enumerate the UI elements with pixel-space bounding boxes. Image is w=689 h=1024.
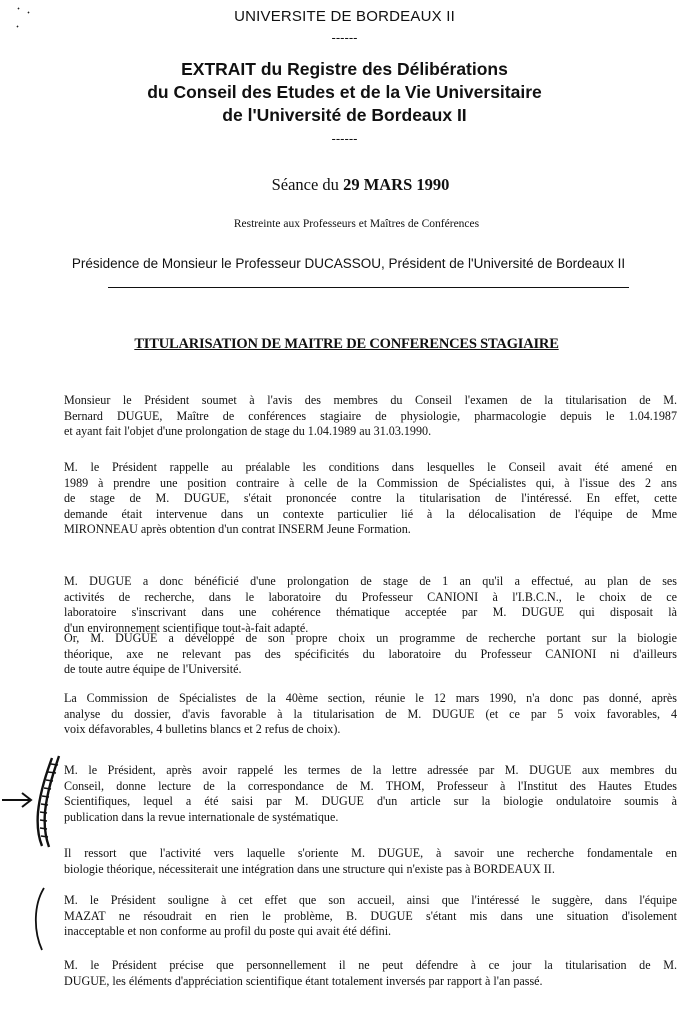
header-separator: ------ [331,30,358,45]
paragraph-line: M. DUGUE a donc bénéficié d'une prolongation de stage de 1 an qu'il a effectué, au plan de ses [64,574,677,588]
paragraph-line: publication dans la revue internationale de systématique. [64,809,339,824]
title-separator: ------ [331,131,358,146]
paragraph [64,958,677,989]
paragraph-line: Bernard DUGUE, Maître de conférences stagiaire de physiologie, pharmacologie depuis le 1.04.1987 [64,408,677,423]
paragraph [64,691,677,738]
paragraph-line: Or, M. DUGUE a développé de son propre choix un programme de recherche portant sur la biologie [64,631,677,645]
paragraph-line: demande était intervenue dans un contexte particulier lié à la délocalisation de l'équipe de Mme [64,506,677,521]
paragraph [64,763,677,825]
paragraph-line: MAZAT ne résoudrait en rien le problème, B. DUGUE s'étant mis dans une situation d'isolement [64,908,677,923]
paragraph-line: 1989 à prendre une position contraire à celle de la Commission de Spécialistes qui, à l'issue des 2 ans [64,475,677,490]
paragraph-line: et ayant fait l'objet d'une prolongation de stage du 1.04.1989 au 31.03.1990. [64,424,432,439]
margin-bracket-icon [30,886,50,952]
header-rule [108,287,629,288]
paragraph-line: voix défavorables, 4 bulletins blancs et 2 refus de choix). [64,722,341,737]
paragraph-line: Conseil, donne lecture de la correspondance de M. THOM, Professeur à l'Institut des Hautes Etudes [64,778,677,793]
paragraph [64,846,677,877]
session-presidency: Présidence de Monsieur le Professeur DUCASSOU, Président de l'Université de Bordeaux II [71,256,626,271]
paragraph-line: d'un environnement scientifique tout-à-fait adapté. [64,620,309,635]
title-line: du Conseil des Etudes et de la Vie Universitaire [147,82,542,102]
paragraph-line: inacceptable et non conforme au profil du poste qui avait été défini. [64,924,392,939]
title-line: de l'Université de Bordeaux II [222,105,467,125]
session-restriction: Restreinte aux Professeurs et Maîtres de Conférences [233,218,480,230]
paragraph-line: M. le Président souligne à cet effet que son accueil, ainsi que l'intéressé le suggère, dans l'équipe [64,893,677,907]
paragraph [64,893,677,940]
paragraph [64,460,677,538]
paragraph-line: laboratoire s'inscrivant dans une cohérence thématique acceptée par M. DUGUE qui disposait là [64,605,677,620]
paragraph-line: de toute autre équipe de l'Université. [64,662,242,677]
paragraph-line: Il ressort que l'activité vers laquelle s'oriente M. DUGUE, à savoir une recherche fondamentale en [64,846,677,860]
paragraph [64,631,677,678]
paragraph-line: activités de recherche, dans le laboratoire du Professeur CANIONI à l'I.B.C.N., le choix de ce [64,589,677,604]
paragraph-line: Scientifiques, lequel a été saisi par M. DUGUE d'un article sur la biologie ondulatoire soumis à [64,794,677,809]
document-title [0,58,689,127]
paragraph-line: analyse du dossier, d'avis favorable à la titularisation de M. DUGUE (et ce par 5 voix favorables, 4 [64,706,677,721]
session-date [16,175,689,195]
paragraph-line: M. le Président rappelle au préalable les conditions dans lesquelles le Conseil avait été amené en [64,460,677,474]
session-label: Séance du [271,175,339,194]
paragraph [64,393,677,440]
university-name: UNIVERSITE DE BORDEAUX II [234,8,455,25]
margin-arrow-icon [0,752,64,852]
paragraph-line: M. le Président, après avoir rappelé les termes de la lettre adressée par M. DUGUE aux membres du [64,763,677,777]
title-line: EXTRAIT du Registre des Délibérations [181,59,508,79]
paragraph-line: théorique, axe ne relevant pas des spécificités du laboratoire du Professeur CANIONI ni d'ailleurs [64,646,677,661]
paragraph-line: MIRONNEAU après obtention d'un contrat INSERM Jeune Formation. [64,522,411,537]
paragraph-line: Monsieur le Président soumet à l'avis des membres du Conseil l'examen de la titularisation de M. [64,393,677,407]
session-date-value: 29 MARS 1990 [343,175,450,194]
paragraph [64,574,677,636]
paragraph-line: DUGUE, les éléments d'appréciation scientifique étant totalement inversés par rapport à l'an passé. [64,973,543,988]
subject-heading: TITULARISATION DE MAITRE DE CONFERENCES STAGIAIRE [134,336,559,352]
paragraph-line: M. le Président précise que personnellement il ne peut défendre à ce jour la titularisation de M. [64,958,677,972]
paragraph-line: de stage de M. DUGUE, s'était prononcée contre la titularisation de l'intéressé. En effet, cette [64,491,677,506]
corner-scribble-icon [0,0,40,40]
paragraph-line: biologie théorique, nécessiterait une intégration dans une structure qui n'existe pas à BORDEAUX II. [64,861,555,876]
paragraph-line: La Commission de Spécialistes de la 40ème section, réunie le 12 mars 1990, n'a donc pas donné, après [64,691,677,705]
